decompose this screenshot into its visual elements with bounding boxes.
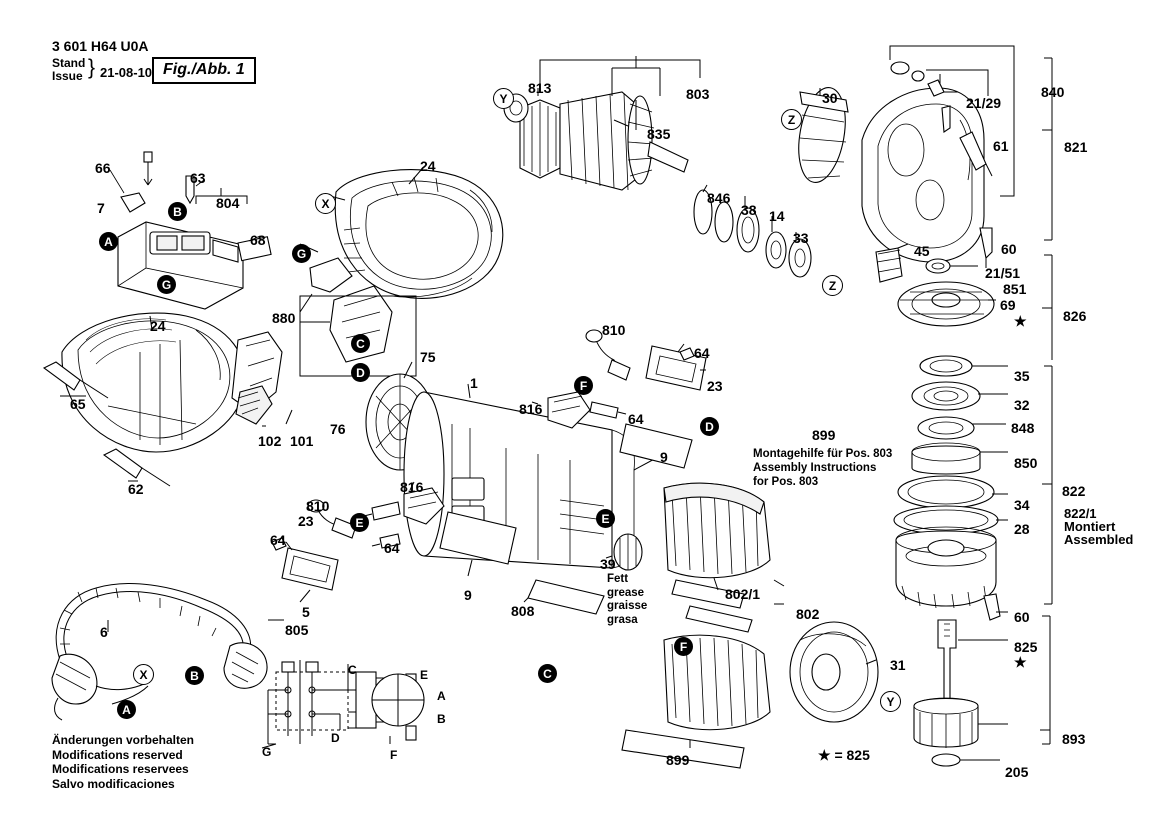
callout-filled-D: D [700,417,719,436]
part-number-33: 33 [793,230,809,246]
note-line: 822/1 [1064,506,1097,521]
callout-filled-A: A [117,700,136,719]
crown-gear-69 [898,282,996,326]
part-number-893: 893 [1062,731,1086,747]
callout-filled-E: E [350,513,369,532]
wiring-label-F: F [390,748,398,762]
part-number-34: 34 [1014,497,1030,513]
callout-filled-D: D [351,363,370,382]
wiring-schematic [262,660,424,748]
part-number-9: 9 [464,587,472,603]
part-number-835: 835 [647,126,671,142]
callout-open-X: X [315,193,336,214]
part-number-64: 64 [694,345,710,361]
issue-label: Issue [52,69,83,83]
part-number-1: 1 [470,375,478,391]
part-number-24: 24 [420,158,436,174]
part-number-69: 69 [1000,297,1016,313]
part-number-24: 24 [150,318,166,334]
callout-filled-C: C [351,334,370,353]
part-number-102: 102 [258,433,282,449]
star-legend: ★ = 825 [818,747,870,763]
housing-cover-24 [335,170,503,299]
part-number-7: 7 [97,200,105,216]
part-number-21-51: 21/51 [985,265,1021,281]
stand-label: Stand [52,56,86,70]
note-line: for Pos. 803 [753,476,819,488]
power-cord-805 [52,584,284,720]
part-number-880: 880 [272,310,296,326]
part-number-28: 28 [1014,521,1030,537]
part-number-45: 45 [914,243,930,259]
part-number-68: 68 [250,232,266,248]
part-number-205: 205 [1005,764,1029,780]
note-line: Fett [607,573,629,585]
figure-label: Fig./Abb. 1 [152,57,256,84]
lever-spring-101-102 [232,332,282,424]
revision-date: 21-08-10 [100,65,153,80]
assembly-instruction-note [753,447,892,489]
note-line: Montagehilfe für Pos. 803 [753,448,893,460]
note-line: Montiert [1064,519,1116,534]
callout-open-Y: Y [880,691,901,712]
note-line: grasa [607,613,638,626]
callout-filled-B: B [168,202,187,221]
part-number-62: 62 [128,481,144,497]
part-number-101: 101 [290,433,314,449]
part-number-6: 6 [100,624,108,640]
note-line: Änderungen vorbehalten [52,733,195,747]
part-number-21-29: 21/29 [966,95,1002,111]
part-number-802: 802 [796,606,820,622]
cover-31 [790,622,878,722]
callout-filled-C: C [538,664,557,683]
part-number-60: 60 [1014,609,1030,625]
part-number-816: 816 [400,479,424,495]
motor-housing-1 [404,392,634,568]
part-number-35: 35 [1014,368,1030,384]
part-number-851: 851 [1003,281,1027,297]
part-number-840: 840 [1041,84,1065,100]
wiring-label-C: C [348,663,357,677]
part-number-805: 805 [285,622,309,638]
part-number-5: 5 [302,604,310,620]
part-number-30: 30 [822,90,838,106]
wiring-label-B: B [437,712,446,726]
star-icon-825: ★ [1014,654,1027,670]
part-number-9: 9 [660,449,668,465]
part-number-64: 64 [628,411,644,427]
part-number-64: 64 [270,532,286,548]
wiring-label-A: A [437,689,446,703]
callout-filled-F: F [674,637,693,656]
note-line: grease [607,586,645,599]
part-number-813: 813 [528,80,552,96]
part-code: 3 601 H64 U0A [52,38,149,54]
brace-glyph: } [88,56,96,79]
part-number-821: 821 [1064,139,1088,155]
part-number-810: 810 [602,322,626,338]
grease-note [607,573,647,627]
part-number-816: 816 [519,401,543,417]
assembled-group-label [1064,507,1133,546]
note-line: Modifications reservees [52,762,189,776]
part-number-804: 804 [216,195,240,211]
star-icon-69: ★ [1014,313,1027,329]
part-number-60: 60 [1001,241,1017,257]
part-number-76: 76 [330,421,346,437]
callout-filled-G: G [292,244,311,263]
part-number-846: 846 [707,190,731,206]
part-number-825: 825 [1014,639,1038,655]
part-number-61: 61 [993,138,1009,154]
callout-open-Z: Z [822,275,843,296]
note-line: Modifications reserved [52,747,183,762]
note-line: Assembly Instructions [753,462,877,474]
callout-open-Z: Z [781,109,802,130]
callout-filled-G: G [157,275,176,294]
spindle-825 [938,620,1008,700]
part-number-802-1: 802/1 [725,586,761,602]
plate-23-left [282,542,338,602]
part-number-23: 23 [707,378,723,394]
note-line: Salvo modificaciones [52,776,175,791]
part-number-63: 63 [190,170,206,186]
part-number-14: 14 [769,208,785,224]
legal-note [52,733,194,791]
part-number-38: 38 [741,202,757,218]
wiring-label-E: E [420,668,429,682]
callout-open-X: X [133,664,154,685]
part-number-66: 66 [95,160,111,176]
field-coil-lower [622,635,770,768]
callout-filled-A: A [99,232,118,251]
bearing-stack [894,356,1008,534]
wiring-label-D: D [331,731,340,745]
note-line: Assembled [1064,532,1134,547]
part-number-826: 826 [1063,308,1087,324]
part-number-810: 810 [306,498,330,514]
part-number-822: 822 [1062,483,1086,499]
callout-filled-B: B [185,666,204,685]
wiring-label-G: G [262,745,272,759]
part-number-65: 65 [70,396,86,412]
part-number-64: 64 [384,540,400,556]
part-number-23: 23 [298,513,314,529]
callout-filled-F: F [574,376,593,395]
part-number-803: 803 [686,86,710,102]
part-number-75: 75 [420,349,436,365]
gear-head-assembled-822 [896,527,1008,620]
part-number-32: 32 [1014,397,1030,413]
callout-open-Y: Y [493,88,514,109]
callout-filled-E: E [596,509,615,528]
note-line: graisse [607,600,648,612]
part-number-808: 808 [511,603,535,619]
part-number-899: 899 [812,427,836,443]
part-number-848: 848 [1011,420,1035,436]
part-number-31: 31 [890,657,906,673]
part-number-899: 899 [666,752,690,768]
part-number-39: 39 [600,556,616,572]
field-coil-802 [664,483,770,632]
part-number-850: 850 [1014,455,1038,471]
